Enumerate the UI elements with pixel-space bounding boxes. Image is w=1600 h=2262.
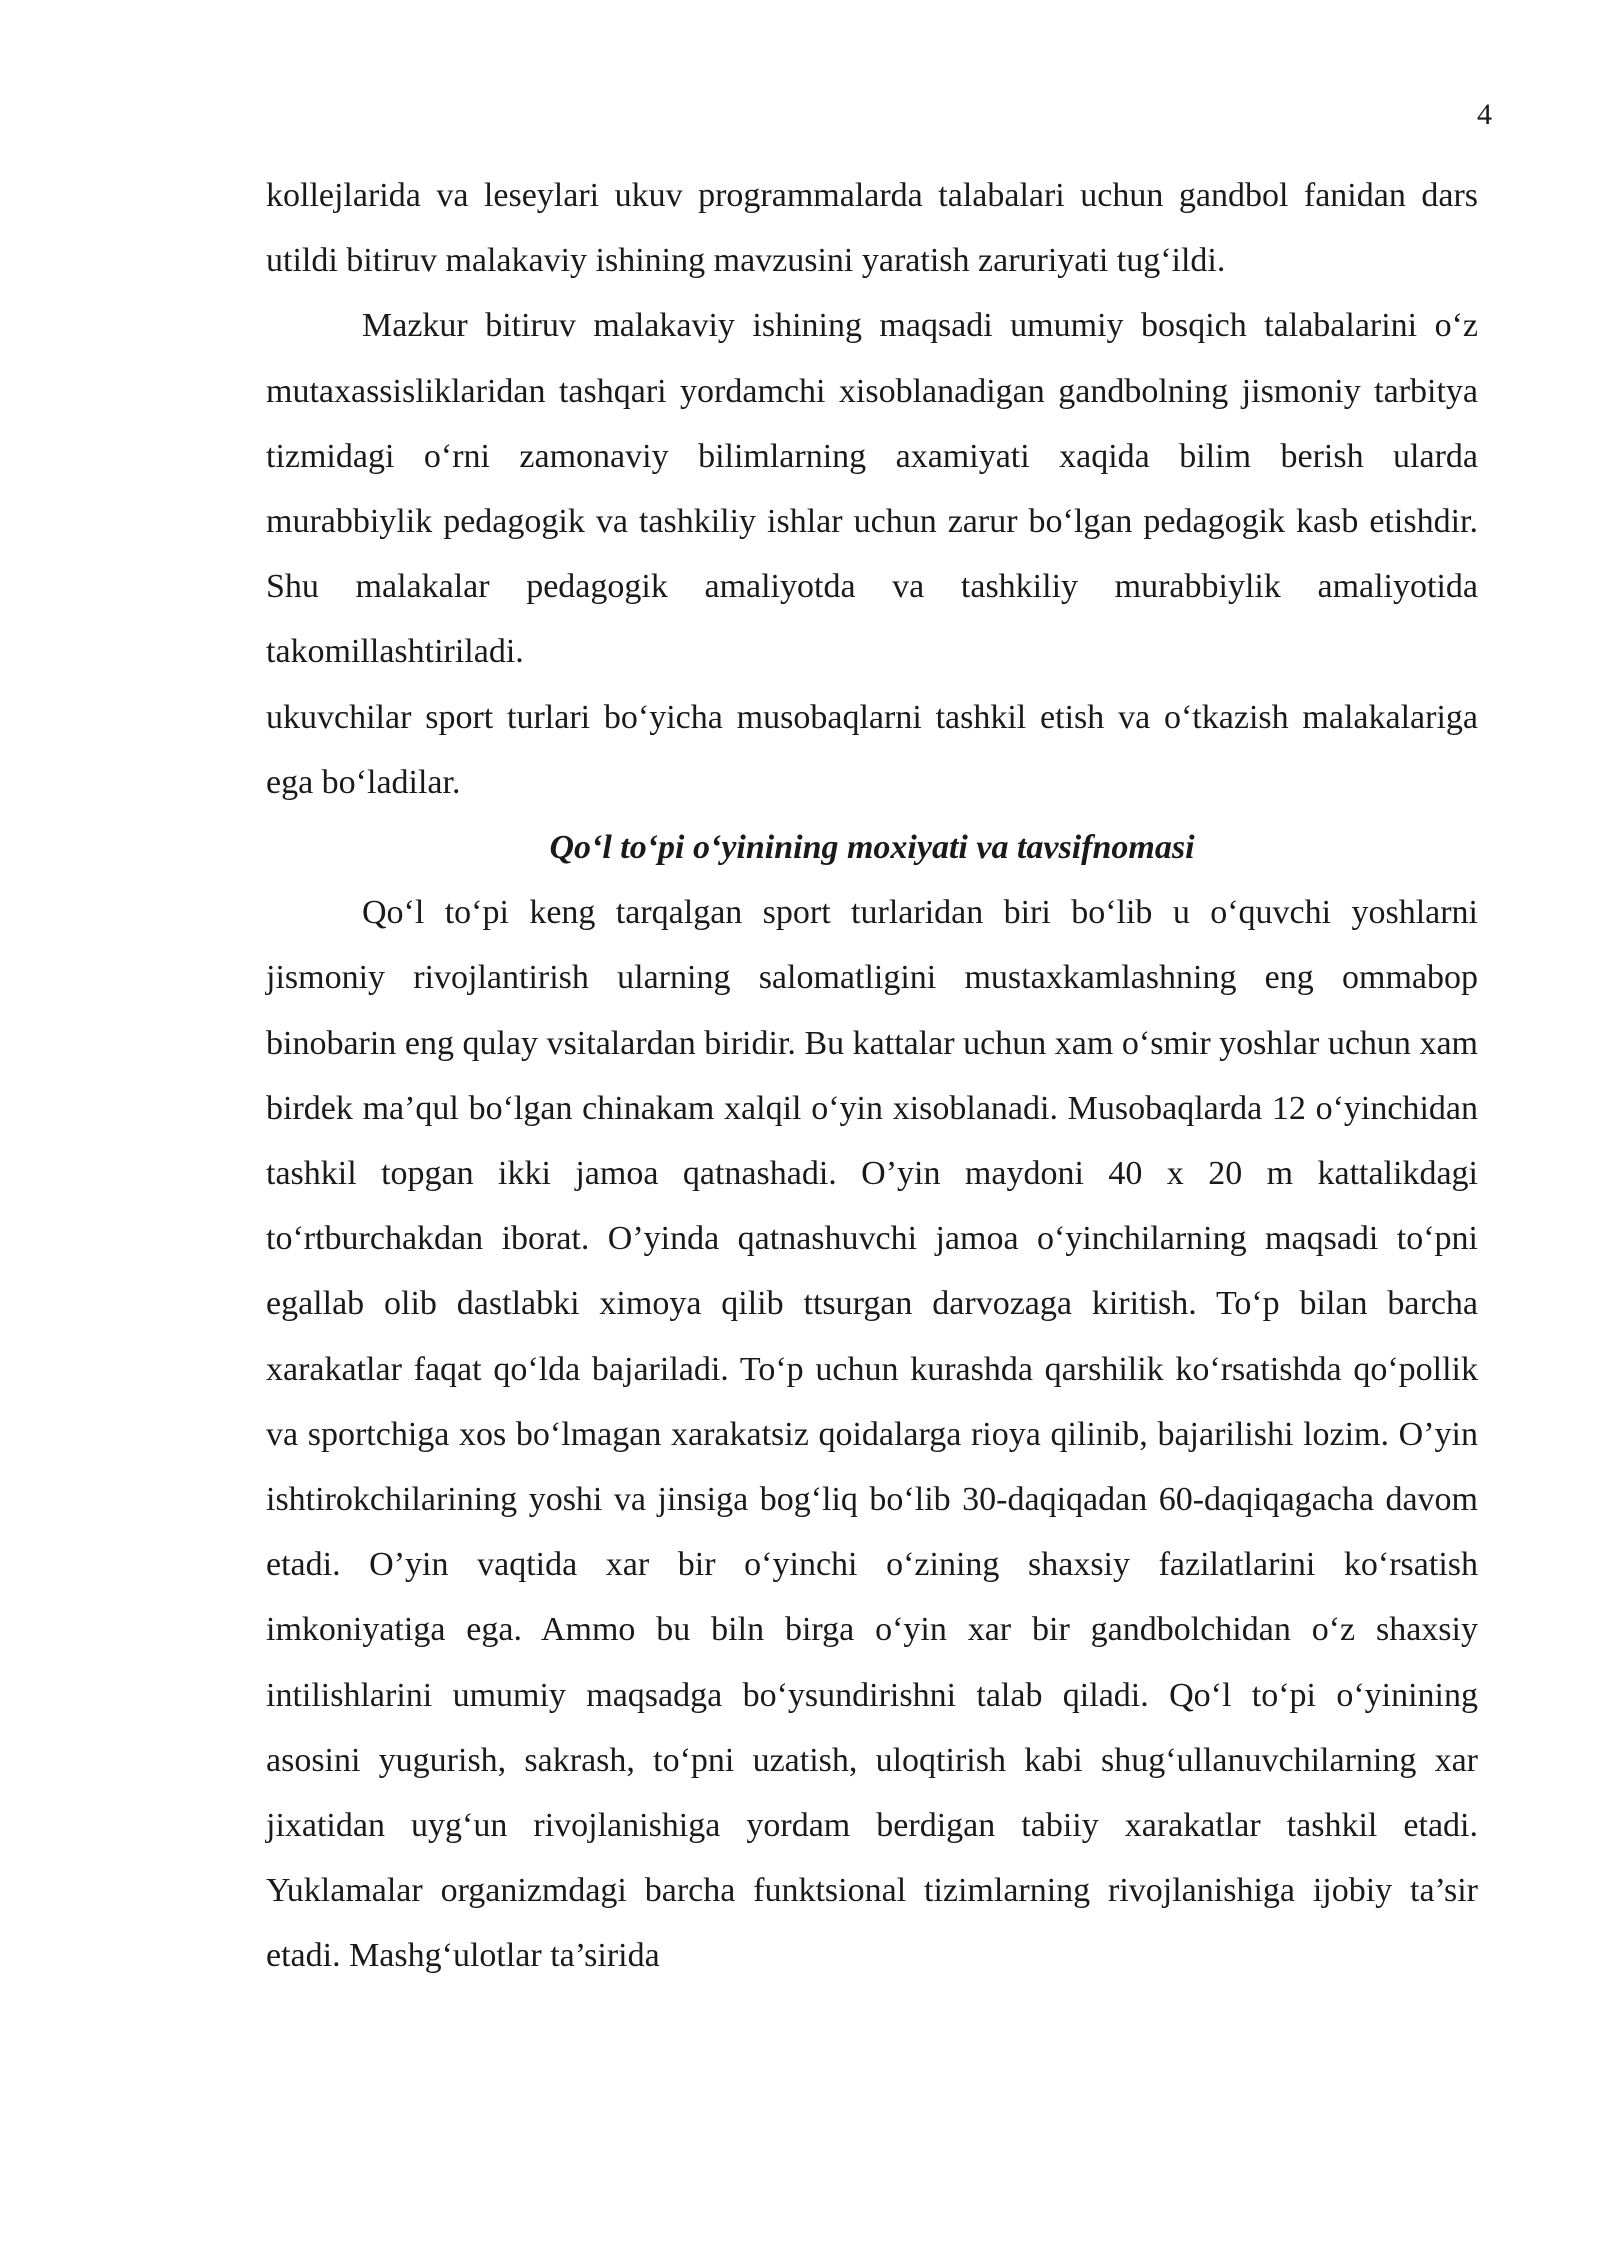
paragraph-handball-description: Qo‘l to‘pi keng tarqalgan sport turlaridan biri bo‘lib u o‘quvchi yoshlarni jismoniy rivojlantirish ularning salomatligini mustaxkamlashning eng ommabop binobarin eng qulay vsitalardan biridir. Bu kattalar uchun xam o‘smir yoshlar uchun xam birdek ma’qul bo‘lgan chinakam xalqil o‘yin xisoblanadi. Musobaqlarda 12 o‘yinchidan tashkil topgan ikki jamoa qatnashadi. O’yin maydoni 40 x 20 m kattalikdagi to‘rtburchakdan iborat. O’yinda qatnashuvchi jamoa o‘yinchilarning maqsadi to‘pni egallab olib dastlabki ximoya qilib ttsurgan darvozaga kiritish. To‘p bilan barcha xarakatlar faqat qo‘lda bajariladi. To‘p uchun kurashda qarshilik ko‘rsatishda qo‘pollik va sportchiga xos bo‘lmagan xarakatsiz qoidalarga rioya qilinib, bajarilishi lozim. O’yin ishtirokchilarining yoshi va jinsiga bog‘liq bo‘lib 30-daqiqadan 60-daqiqagacha davom etadi. O’yin vaqtida xar bir o‘yinchi o‘zining shaxsiy fazilatlarini ko‘rsatish imkoniyatiga ega. Ammo bu biln birga o‘yin xar bir gandbolchidan o‘z shaxsiy intilishlarini umumiy maqsadga bo‘ysundirishni talab qiladi. Qo‘l to‘pi o‘yinining asosini yugurish, sakrash, to‘pni uzatish, uloqtirish kabi shug‘ullanuvchilarning xar jixatidan uyg‘un rivojlanishiga yordam berdigan tabiiy xarakatlar tashkil etadi. Yuklamalar organizmdagi barcha funktsional tizimlarning rivojlanishiga ijobiy ta’sir etadi. Mashg‘ulotlar ta’sirida (266, 894, 1478, 1975)
page-number: 4 (1477, 98, 1492, 131)
paragraph-purpose: Mazkur bitiruv malakaviy ishining maqsadi umumiy bosqich talabalarini o‘z mutaxassisliklaridan tashqari yordamchi xisoblanadigan gandbolning jismoniy tarbitya tizmidagi o‘rni zamonaviy bilimlarning axamiyati xaqida bilim berish ularda murabbiylik pedagogik va tashkiliy ishlar uchun zarur bo‘lgan pedagogik kasb etishdir. Shu malakalar pedagogik amaliyotda va tashkiliy murabbiylik amaliyotida takomillashtiriladi. (266, 307, 1478, 671)
section-heading: Qo‘l to‘pi o‘yinining moxiyati va tavsifnomasi (549, 829, 1195, 867)
paragraph-students-skills: ukuvchilar sport turlari bo‘yicha musobaqlarni tashkil etish va o‘tkazish malakalariga ega bo‘ladilar. (266, 698, 1478, 801)
paragraph-intro-continuation: kollejlarida va leseylari ukuv programmalarda talabalari uchun gandbol fanidan dars utildi bitiruv malakaviy ishining mavzusini yaratish zaruriyati tug‘ildi. (266, 177, 1478, 280)
document-body (266, 163, 1478, 1989)
